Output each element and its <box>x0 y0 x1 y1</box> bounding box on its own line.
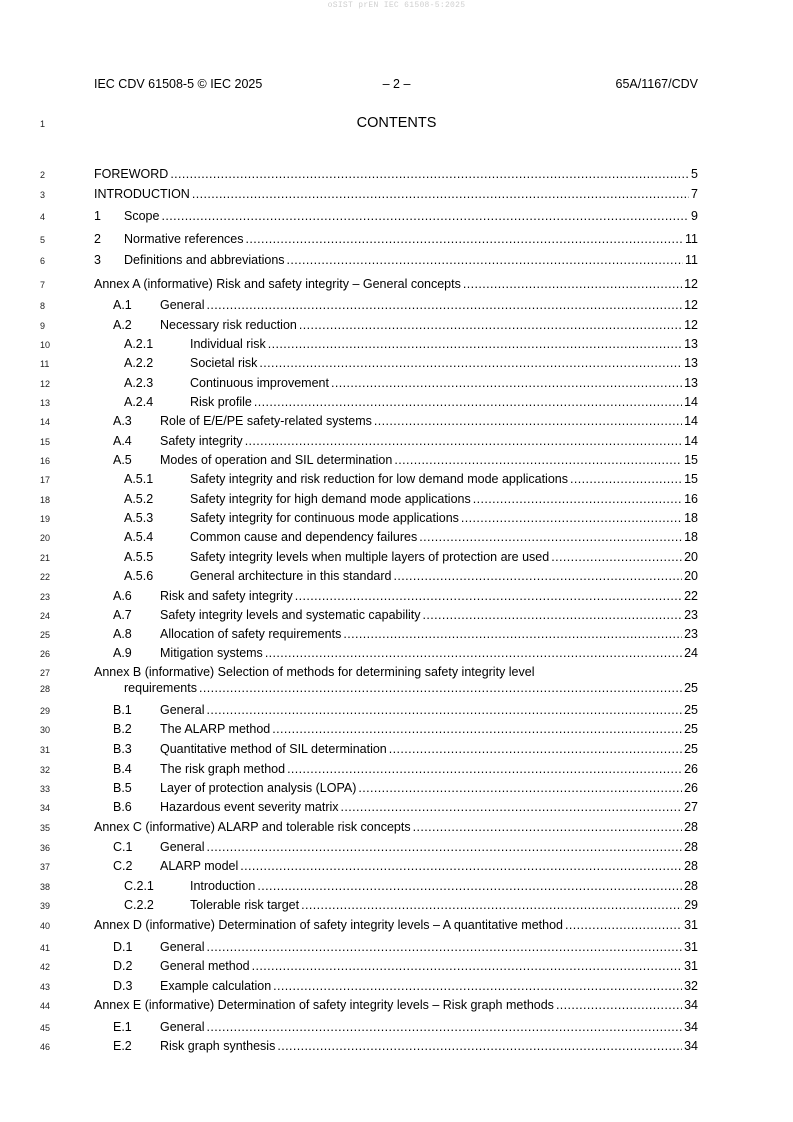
toc-entry-page: 34 <box>684 1020 698 1034</box>
toc-entry-page: 18 <box>684 530 698 544</box>
toc-entry[interactable] <box>0 741 698 757</box>
line-number: 8 <box>40 301 46 311</box>
toc-entry-title: Societal risk <box>190 356 258 370</box>
toc-entry[interactable] <box>0 897 698 913</box>
toc-entry-number: A.2.1 <box>124 337 154 351</box>
toc-entry[interactable] <box>0 471 698 487</box>
toc-leader-dots <box>240 858 682 874</box>
line-number: 1 <box>40 119 46 129</box>
toc-entry-page: 13 <box>684 376 698 390</box>
toc-entry-title: Safety integrity levels and systematic capability <box>160 608 421 622</box>
toc-entry-title: Risk and safety integrity <box>160 589 293 603</box>
page-title: CONTENTS <box>356 115 437 131</box>
toc-entry-page: 14 <box>684 414 698 428</box>
toc-entry-number: B.5 <box>113 781 132 795</box>
toc-entry-page: 28 <box>684 879 698 893</box>
toc-entry-title: Example calculation <box>160 979 272 993</box>
toc-entry-number: 2 <box>94 232 101 246</box>
line-number: 41 <box>40 943 51 953</box>
toc-leader-dots <box>295 588 682 604</box>
line-number: 14 <box>40 417 51 427</box>
toc-entry-page: 12 <box>684 277 698 291</box>
toc-entry[interactable] <box>0 997 698 1013</box>
toc-entry[interactable] <box>0 799 698 815</box>
toc-entry-page: 25 <box>684 722 698 736</box>
toc-entry-number: D.2 <box>113 959 133 973</box>
toc-entry-number: D.1 <box>113 940 133 954</box>
toc-entry-page: 26 <box>684 781 698 795</box>
toc-entry-title: Annex D (informative) Determination of safety integrity levels – A quantitative method <box>94 918 563 932</box>
toc-leader-dots <box>259 355 682 371</box>
toc-leader-dots <box>252 958 682 974</box>
toc-entry[interactable] <box>0 297 698 313</box>
line-number: 29 <box>40 706 51 716</box>
toc-entry-page: 13 <box>684 337 698 351</box>
toc-entry-title: Annex A (informative) Risk and safety integrity – General concepts <box>94 277 461 291</box>
toc-entry[interactable] <box>0 917 698 933</box>
line-number: 32 <box>40 765 51 775</box>
line-number: 21 <box>40 553 51 563</box>
toc-entry-page: 14 <box>684 395 698 409</box>
toc-entry-number: A.2 <box>113 318 132 332</box>
line-number: 27 <box>40 668 51 678</box>
toc-entry[interactable] <box>0 375 698 391</box>
toc-entry-title: Mitigation systems <box>160 646 263 660</box>
toc-entry-title: Safety integrity for high demand mode applications <box>190 492 471 506</box>
toc-entry-page: 24 <box>684 646 698 660</box>
toc-entry-number: A.5.5 <box>124 550 154 564</box>
toc-entry-title: Safety integrity and risk reduction for low demand mode applications <box>190 472 568 486</box>
toc-entry-title: General <box>160 1020 205 1034</box>
toc-entry-number: B.4 <box>113 762 132 776</box>
toc-leader-dots <box>206 939 682 955</box>
line-number: 28 <box>40 684 51 694</box>
toc-entry[interactable] <box>0 208 698 224</box>
line-number: 38 <box>40 882 51 892</box>
toc-entry-page: 29 <box>684 898 698 912</box>
toc-entry[interactable] <box>0 252 698 268</box>
line-number: 46 <box>40 1042 51 1052</box>
toc-entry-number: E.2 <box>113 1039 132 1053</box>
toc-leader-dots <box>246 231 684 247</box>
toc-leader-dots <box>331 375 682 391</box>
toc-entry-page: 32 <box>684 979 698 993</box>
toc-leader-dots <box>206 1019 682 1035</box>
toc-entry-page: 15 <box>684 472 698 486</box>
line-number: 12 <box>40 379 51 389</box>
toc-entry-page: 20 <box>684 569 698 583</box>
toc-entry-title: Safety integrity for continuous mode applications <box>190 511 459 525</box>
line-number: 16 <box>40 456 51 466</box>
toc-entry-number: A.2.2 <box>124 356 154 370</box>
toc-leader-dots <box>389 741 682 757</box>
line-number: 42 <box>40 962 51 972</box>
line-number: 23 <box>40 592 51 602</box>
toc-entry-page: 23 <box>684 608 698 622</box>
line-number: 10 <box>40 340 51 350</box>
line-number: 15 <box>40 437 51 447</box>
toc-entry-title: Tolerable risk target <box>190 898 300 912</box>
toc-leader-dots <box>277 1038 682 1054</box>
toc-entry-number: C.2 <box>113 859 133 873</box>
toc-leader-dots <box>272 721 682 737</box>
toc-entry-title: ALARP model <box>160 859 239 873</box>
toc-entry-number: B.1 <box>113 703 132 717</box>
toc-entry-title: Introduction <box>190 879 256 893</box>
toc-entry-number: C.2.1 <box>124 879 154 893</box>
toc-entry-page: 11 <box>685 232 698 246</box>
toc-leader-dots <box>394 452 682 468</box>
toc-entry[interactable] <box>0 452 698 468</box>
toc-leader-dots <box>192 186 689 202</box>
toc-leader-dots <box>206 839 682 855</box>
toc-leader-dots <box>254 394 682 410</box>
line-number: 4 <box>40 212 46 222</box>
toc-entry-number: 1 <box>94 209 101 223</box>
line-number: 22 <box>40 572 51 582</box>
line-number: 35 <box>40 823 51 833</box>
toc-entry-page: 28 <box>684 820 698 834</box>
toc-entry-number: B.3 <box>113 742 132 756</box>
toc-entry-number: A.2.3 <box>124 376 154 390</box>
toc-leader-dots <box>473 491 682 507</box>
toc-entry[interactable] <box>0 939 698 955</box>
line-number: 5 <box>40 235 46 245</box>
toc-leader-dots <box>343 626 682 642</box>
toc-entry-number: C.1 <box>113 840 133 854</box>
toc-entry-page: 7 <box>691 187 698 201</box>
toc-entry-number: A.3 <box>113 414 132 428</box>
toc-entry-page: 34 <box>684 998 698 1012</box>
toc-entry-page: 18 <box>684 511 698 525</box>
toc-leader-dots <box>556 997 682 1013</box>
toc-entry-page: 12 <box>684 318 698 332</box>
line-number: 6 <box>40 256 46 266</box>
toc-leader-dots <box>419 529 682 545</box>
toc-entry[interactable] <box>0 858 698 874</box>
line-number: 25 <box>40 630 51 640</box>
toc-entry-number: A.7 <box>113 608 132 622</box>
line-number: 13 <box>40 398 51 408</box>
toc-entry[interactable] <box>0 645 698 661</box>
toc-leader-dots <box>423 607 683 623</box>
toc-entry-page: 26 <box>684 762 698 776</box>
toc-leader-dots <box>394 568 683 584</box>
line-number: 19 <box>40 514 51 524</box>
toc-entry[interactable] <box>0 761 698 777</box>
toc-entry-number: C.2.2 <box>124 898 154 912</box>
toc-entry-title: Definitions and abbreviations <box>124 253 285 267</box>
line-number: 37 <box>40 862 51 872</box>
toc-entry-title: General method <box>160 959 250 973</box>
toc-entry[interactable] <box>0 413 698 429</box>
toc-entry-title: General <box>160 940 205 954</box>
toc-leader-dots <box>161 208 689 224</box>
toc-entry-page: 28 <box>684 859 698 873</box>
header-doc-ref: 65A/1167/CDV <box>615 77 698 91</box>
toc-entry-title: requirements <box>124 681 197 695</box>
toc-entry-page: 9 <box>691 209 698 223</box>
line-number: 2 <box>40 170 46 180</box>
toc-leader-dots <box>245 433 682 449</box>
toc-entry-page: 25 <box>684 742 698 756</box>
header-doc-id: IEC CDV 61508-5 © IEC 2025 <box>94 77 263 91</box>
line-number: 20 <box>40 533 51 543</box>
toc-entry[interactable] <box>0 549 698 565</box>
toc-entry-number: A.4 <box>113 434 132 448</box>
toc-entry-number: A.6 <box>113 589 132 603</box>
toc-entry-title: FOREWORD <box>94 167 169 181</box>
line-number: 39 <box>40 901 51 911</box>
toc-entry-page: 15 <box>684 453 698 467</box>
toc-entry[interactable] <box>0 491 698 507</box>
toc-entry[interactable] <box>0 819 698 835</box>
line-number: 3 <box>40 190 46 200</box>
toc-entry-title: General <box>160 840 205 854</box>
toc-entry-title: The risk graph method <box>160 762 286 776</box>
toc-entry-page: 20 <box>684 550 698 564</box>
toc-entry-page: 5 <box>691 167 698 181</box>
toc-entry-page: 31 <box>684 940 698 954</box>
toc-leader-dots <box>170 166 689 182</box>
toc-entry-title: INTRODUCTION <box>94 187 190 201</box>
toc-entry-number: A.2.4 <box>124 395 154 409</box>
toc-entry[interactable] <box>0 355 698 371</box>
toc-entry[interactable] <box>0 680 698 696</box>
line-number: 18 <box>40 495 51 505</box>
toc-entry-page: 28 <box>684 840 698 854</box>
line-number: 26 <box>40 649 51 659</box>
toc-entry-page: 13 <box>684 356 698 370</box>
toc-entry[interactable] <box>0 626 698 642</box>
line-number: 40 <box>40 921 51 931</box>
toc-entry-number: A.5.2 <box>124 492 154 506</box>
toc-leader-dots <box>301 897 682 913</box>
toc-leader-dots <box>206 702 682 718</box>
toc-entry-title: Necessary risk reduction <box>160 318 297 332</box>
toc-entry-title: General <box>160 703 205 717</box>
toc-entry[interactable] <box>0 607 698 623</box>
line-number: 34 <box>40 803 51 813</box>
toc-leader-dots <box>570 471 682 487</box>
toc-leader-dots <box>565 917 682 933</box>
toc-entry-title: General <box>160 298 205 312</box>
toc-entry-title: Risk profile <box>190 395 252 409</box>
toc-entry[interactable] <box>0 394 698 410</box>
toc-leader-dots <box>287 252 683 268</box>
toc-entry[interactable] <box>0 702 698 718</box>
toc-entry-page: 25 <box>684 703 698 717</box>
toc-entry-page: 31 <box>684 959 698 973</box>
toc-entry-page: 11 <box>685 253 698 267</box>
line-number: 44 <box>40 1001 51 1011</box>
toc-entry-title: Individual risk <box>190 337 266 351</box>
toc-entry-number: A.5.6 <box>124 569 154 583</box>
toc-leader-dots <box>413 819 683 835</box>
toc-entry-title: Hazardous event severity matrix <box>160 800 339 814</box>
toc-entry[interactable] <box>0 529 698 545</box>
toc-leader-dots <box>461 510 682 526</box>
line-number: 43 <box>40 982 51 992</box>
toc-leader-dots <box>265 645 682 661</box>
toc-entry[interactable] <box>0 958 698 974</box>
toc-entry-title: Layer of protection analysis (LOPA) <box>160 781 357 795</box>
toc-entry[interactable] <box>0 1019 698 1035</box>
line-number: 45 <box>40 1023 51 1033</box>
header-page-number: – 2 – <box>382 77 411 91</box>
toc-entry-title: Role of E/E/PE safety-related systems <box>160 414 372 428</box>
toc-entry-number: A.5.4 <box>124 530 154 544</box>
toc-entry[interactable] <box>0 978 698 994</box>
toc-entry-number: 3 <box>94 253 101 267</box>
toc-leader-dots <box>551 549 682 565</box>
line-number: 24 <box>40 611 51 621</box>
toc-entry-title: Continuous improvement <box>190 376 329 390</box>
line-number: 9 <box>40 321 46 331</box>
toc-entry[interactable] <box>0 1038 698 1054</box>
line-number: 17 <box>40 475 51 485</box>
toc-entry-title: Safety integrity <box>160 434 243 448</box>
toc-leader-dots <box>206 297 682 313</box>
toc-entry-title: Quantitative method of SIL determination <box>160 742 387 756</box>
toc-leader-dots <box>257 878 682 894</box>
toc-leader-dots <box>299 317 682 333</box>
toc-entry-number: A.8 <box>113 627 132 641</box>
toc-entry-title: Modes of operation and SIL determination <box>160 453 393 467</box>
toc-entry-page: 34 <box>684 1039 698 1053</box>
toc-entry[interactable] <box>0 780 698 796</box>
toc-entry-title: The ALARP method <box>160 722 271 736</box>
toc-entry-page: 27 <box>684 800 698 814</box>
toc-entry-number: E.1 <box>113 1020 132 1034</box>
toc-entry[interactable] <box>0 510 698 526</box>
toc-entry-page: 25 <box>684 681 698 695</box>
toc-entry[interactable] <box>0 276 698 292</box>
toc-entry-number: B.6 <box>113 800 132 814</box>
toc-entry-page: 31 <box>684 918 698 932</box>
line-number: 33 <box>40 784 51 794</box>
toc-leader-dots <box>199 680 682 696</box>
toc-entry-number: A.1 <box>113 298 132 312</box>
toc-entry-page: 23 <box>684 627 698 641</box>
toc-entry-title: Common cause and dependency failures <box>190 530 418 544</box>
toc-entry[interactable] <box>0 231 698 247</box>
line-number: 7 <box>40 280 46 290</box>
toc-entry-page: 22 <box>684 589 698 603</box>
toc-entry-title: Safety integrity levels when multiple layers of protection are used <box>190 550 550 564</box>
line-number: 31 <box>40 745 51 755</box>
toc-entry[interactable] <box>0 186 698 202</box>
watermark: oSIST prEN IEC 61508-5:2025 <box>327 1 466 10</box>
toc-entry[interactable] <box>0 878 698 894</box>
toc-entry-number: A.9 <box>113 646 132 660</box>
toc-entry-title: Annex E (informative) Determination of safety integrity levels – Risk graph methods <box>94 998 554 1012</box>
toc-entry[interactable] <box>0 317 698 333</box>
toc-leader-dots <box>287 761 682 777</box>
toc-entry-number: A.5.1 <box>124 472 154 486</box>
toc-entry[interactable] <box>0 721 698 737</box>
toc-entry[interactable] <box>0 839 698 855</box>
toc-entry-title[interactable]: Annex B (informative) Selection of methods for determining safety integrity level <box>94 665 535 679</box>
toc-entry-title: Normative references <box>124 232 244 246</box>
toc-entry-title: Allocation of safety requirements <box>160 627 342 641</box>
toc-entry-title: Scope <box>124 209 160 223</box>
toc-entry[interactable] <box>0 166 698 182</box>
toc-leader-dots <box>341 799 683 815</box>
toc-leader-dots <box>273 978 682 994</box>
toc-leader-dots <box>268 336 682 352</box>
toc-entry[interactable] <box>0 568 698 584</box>
toc-entry-page: 12 <box>684 298 698 312</box>
toc-entry-number: A.5 <box>113 453 132 467</box>
toc-entry-page: 16 <box>684 492 698 506</box>
line-number: 36 <box>40 843 51 853</box>
toc-entry-number: D.3 <box>113 979 133 993</box>
toc-entry-number: A.5.3 <box>124 511 154 525</box>
toc-entry-title: General architecture in this standard <box>190 569 392 583</box>
toc-entry-page: 14 <box>684 434 698 448</box>
toc-entry[interactable] <box>0 336 698 352</box>
toc-entry[interactable] <box>0 588 698 604</box>
toc-entry-title: Risk graph synthesis <box>160 1039 276 1053</box>
toc-entry[interactable] <box>0 433 698 449</box>
line-number: 30 <box>40 725 51 735</box>
toc-leader-dots <box>374 413 682 429</box>
line-number: 11 <box>40 359 50 369</box>
toc-leader-dots <box>358 780 682 796</box>
toc-leader-dots <box>463 276 682 292</box>
toc-entry-title: Annex C (informative) ALARP and tolerable risk concepts <box>94 820 411 834</box>
toc-entry-number: B.2 <box>113 722 132 736</box>
